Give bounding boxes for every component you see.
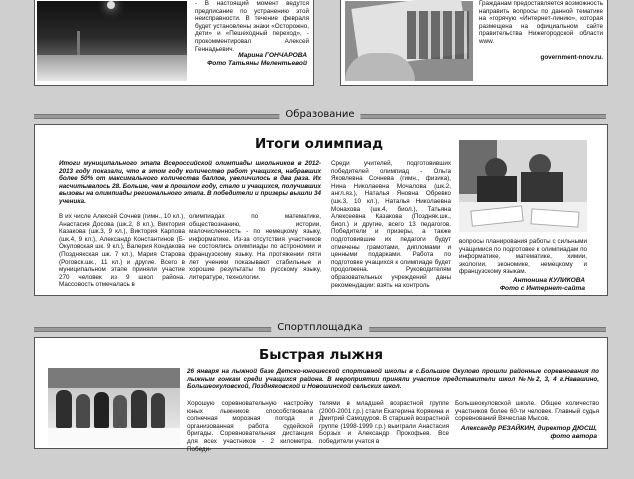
top-right-text: Гражданам предоставляется возможность направить вопросы по данной тематике на «горячую «Интернет-линию», которая размещена на официальном сайте правительства Нижегородской области www. bbox=[479, 0, 603, 45]
ski-col1: Хорошую соревновательную настройку юных лыжников способствовала солнечная морозная погода и организованная работа судейской бригады. Соревновательная дистанция для всех участников - 2 километра. Победи- bbox=[187, 400, 313, 453]
olympiad-col1: В их числе Алексей Сочнев (гимн., 10 кл.), Анастасия Досова (шк.2, 8 кл.), Виктория Казакова (шк.3, 9 кл.), Виктория Карпова (шк.4, 9 кл.), Александр Константинов (Б-Окуловская шк. 9 кл.), Валерия Кондакова (Позднякская шк. 7 кл.), Мария Старова (Роговск.шк., 11 кл.) и другие. Всего в муниципальном этапе приняли участие 270 человек из 9 школ района. Массовость отмечалась в bbox=[59, 213, 185, 289]
top-left-photo-credit: Фото Татьяны Мелентьевой bbox=[207, 60, 307, 67]
olympiad-article bbox=[34, 124, 608, 296]
olympiad-title: Итоги олимпиад bbox=[255, 136, 384, 152]
ski-article bbox=[34, 337, 608, 453]
ski-title: Быстрая лыжня bbox=[259, 347, 383, 363]
exam-classroom-photo bbox=[459, 140, 587, 232]
section-label-sport: Спортплощадка bbox=[271, 321, 369, 335]
ski-col2: телями в младшей возрастной группе (2000-2001 г.р.) стали Екатерина Корякина и Дмитрий Самодуров. В старшей возрастной группе (1998-1999 г.р.) выиграли Анастасия Борзых и Александр Прокофьев. Все победители учатся в bbox=[319, 400, 449, 445]
top-left-text: - В настоящий момент ведутся предписание по устранению этой неисправности. В течение февраля будет установлены знаки «Осторожно, дети» и «Пешеходный переход», - прокомментировал Алексей Геннадьевич. bbox=[195, 0, 309, 53]
ski-col3: Большеокуловской школе. Общее количество участников более 60-ти человек. Главный судья соревнований Вячеслав Мысов. bbox=[455, 400, 599, 423]
section-header-education bbox=[34, 108, 606, 122]
top-right-url: government-nnov.ru. bbox=[540, 54, 603, 61]
section-label-education: Образование bbox=[279, 108, 360, 122]
olympiad-author: Антонина КУЛИКОВА bbox=[512, 277, 585, 284]
section-header-sport bbox=[34, 321, 606, 335]
olympiad-lead: Итоги муниципального этапа Всероссийской олимпиады школьников в 2012-2013 году показали, что в этом году количество работ учащихся, набравших более 50% от максимального количества баллов, увеличилось в два раза. Их насчитывалось 28. Больше, чем в прошлом году, стало и учащихся, получивших вызовы на олимпиады регионального этапа. В победители и призеры вышли 34 ученика. bbox=[59, 160, 321, 205]
night-road-photo bbox=[37, 1, 187, 81]
top-right-article bbox=[340, 0, 608, 86]
top-left-article bbox=[34, 0, 314, 86]
ski-author: Александр РЕЗАЙКИН, директор ДЮСШ, фото автора bbox=[460, 425, 597, 440]
ski-team-photo bbox=[48, 368, 180, 446]
olympiad-col4: вопросы планирования работы с сильными учащимися по подготовке к олимпиадам по информатике, математике, химии, экологии, экономике, немецкому и французскому языкам. bbox=[459, 238, 587, 276]
olympiad-col3: Среди учителей, подготовивших победителей олимпиад - Ольга Яковлевна Сочнева (гимн., физика), Нина Николаевна Мочалова (шк.2, англ.яз.), Наталья Яновна Обревко (шк.3, 10 кл.), Наталья Николаевна Монахова (шк.4, биол.), Татьяна Алексеевна Казакова (Поздняк.шк., биол.) и другие, всего 13 педагогов. Победители и призеры, а также подготовившие их педагоги будут отмечены грамотами, дипломами и ценными подарками. Работа по подготовке учащихся к олимпиаде будет продолжена. Руководителям образовательных учреждений даны рекомендации: взять на контроль bbox=[331, 160, 451, 289]
calculator-photo bbox=[345, 1, 473, 81]
ski-lead: 26 января на лыжной базе Детско-юношеской спортивной школы в с.Большое Окулово прошли районные соревнования по лыжным гонкам среди учащихся района. В мероприятии приняли участие представители школ №№2, 3, 4 г.Навашино, Большеокуловской, Поздняковской и Новошинской сельских школ. bbox=[187, 368, 599, 391]
olympiad-photo-credit: Фото с Интернет-сайта bbox=[499, 285, 585, 292]
olympiad-col2: олимпиадах по математике, обществознанию, истории, малочисленность - по немецкому языку, информатике. Из-за отсутствия участников не состоялись олимпиады по астрономии и французскому языку. На протяжении пяти лет ученики показывают стабильные и хорошие результаты по русскому языку, литературе, технологии. bbox=[189, 213, 321, 281]
top-left-author: Марина ГОНЧАРОВА bbox=[238, 52, 307, 59]
